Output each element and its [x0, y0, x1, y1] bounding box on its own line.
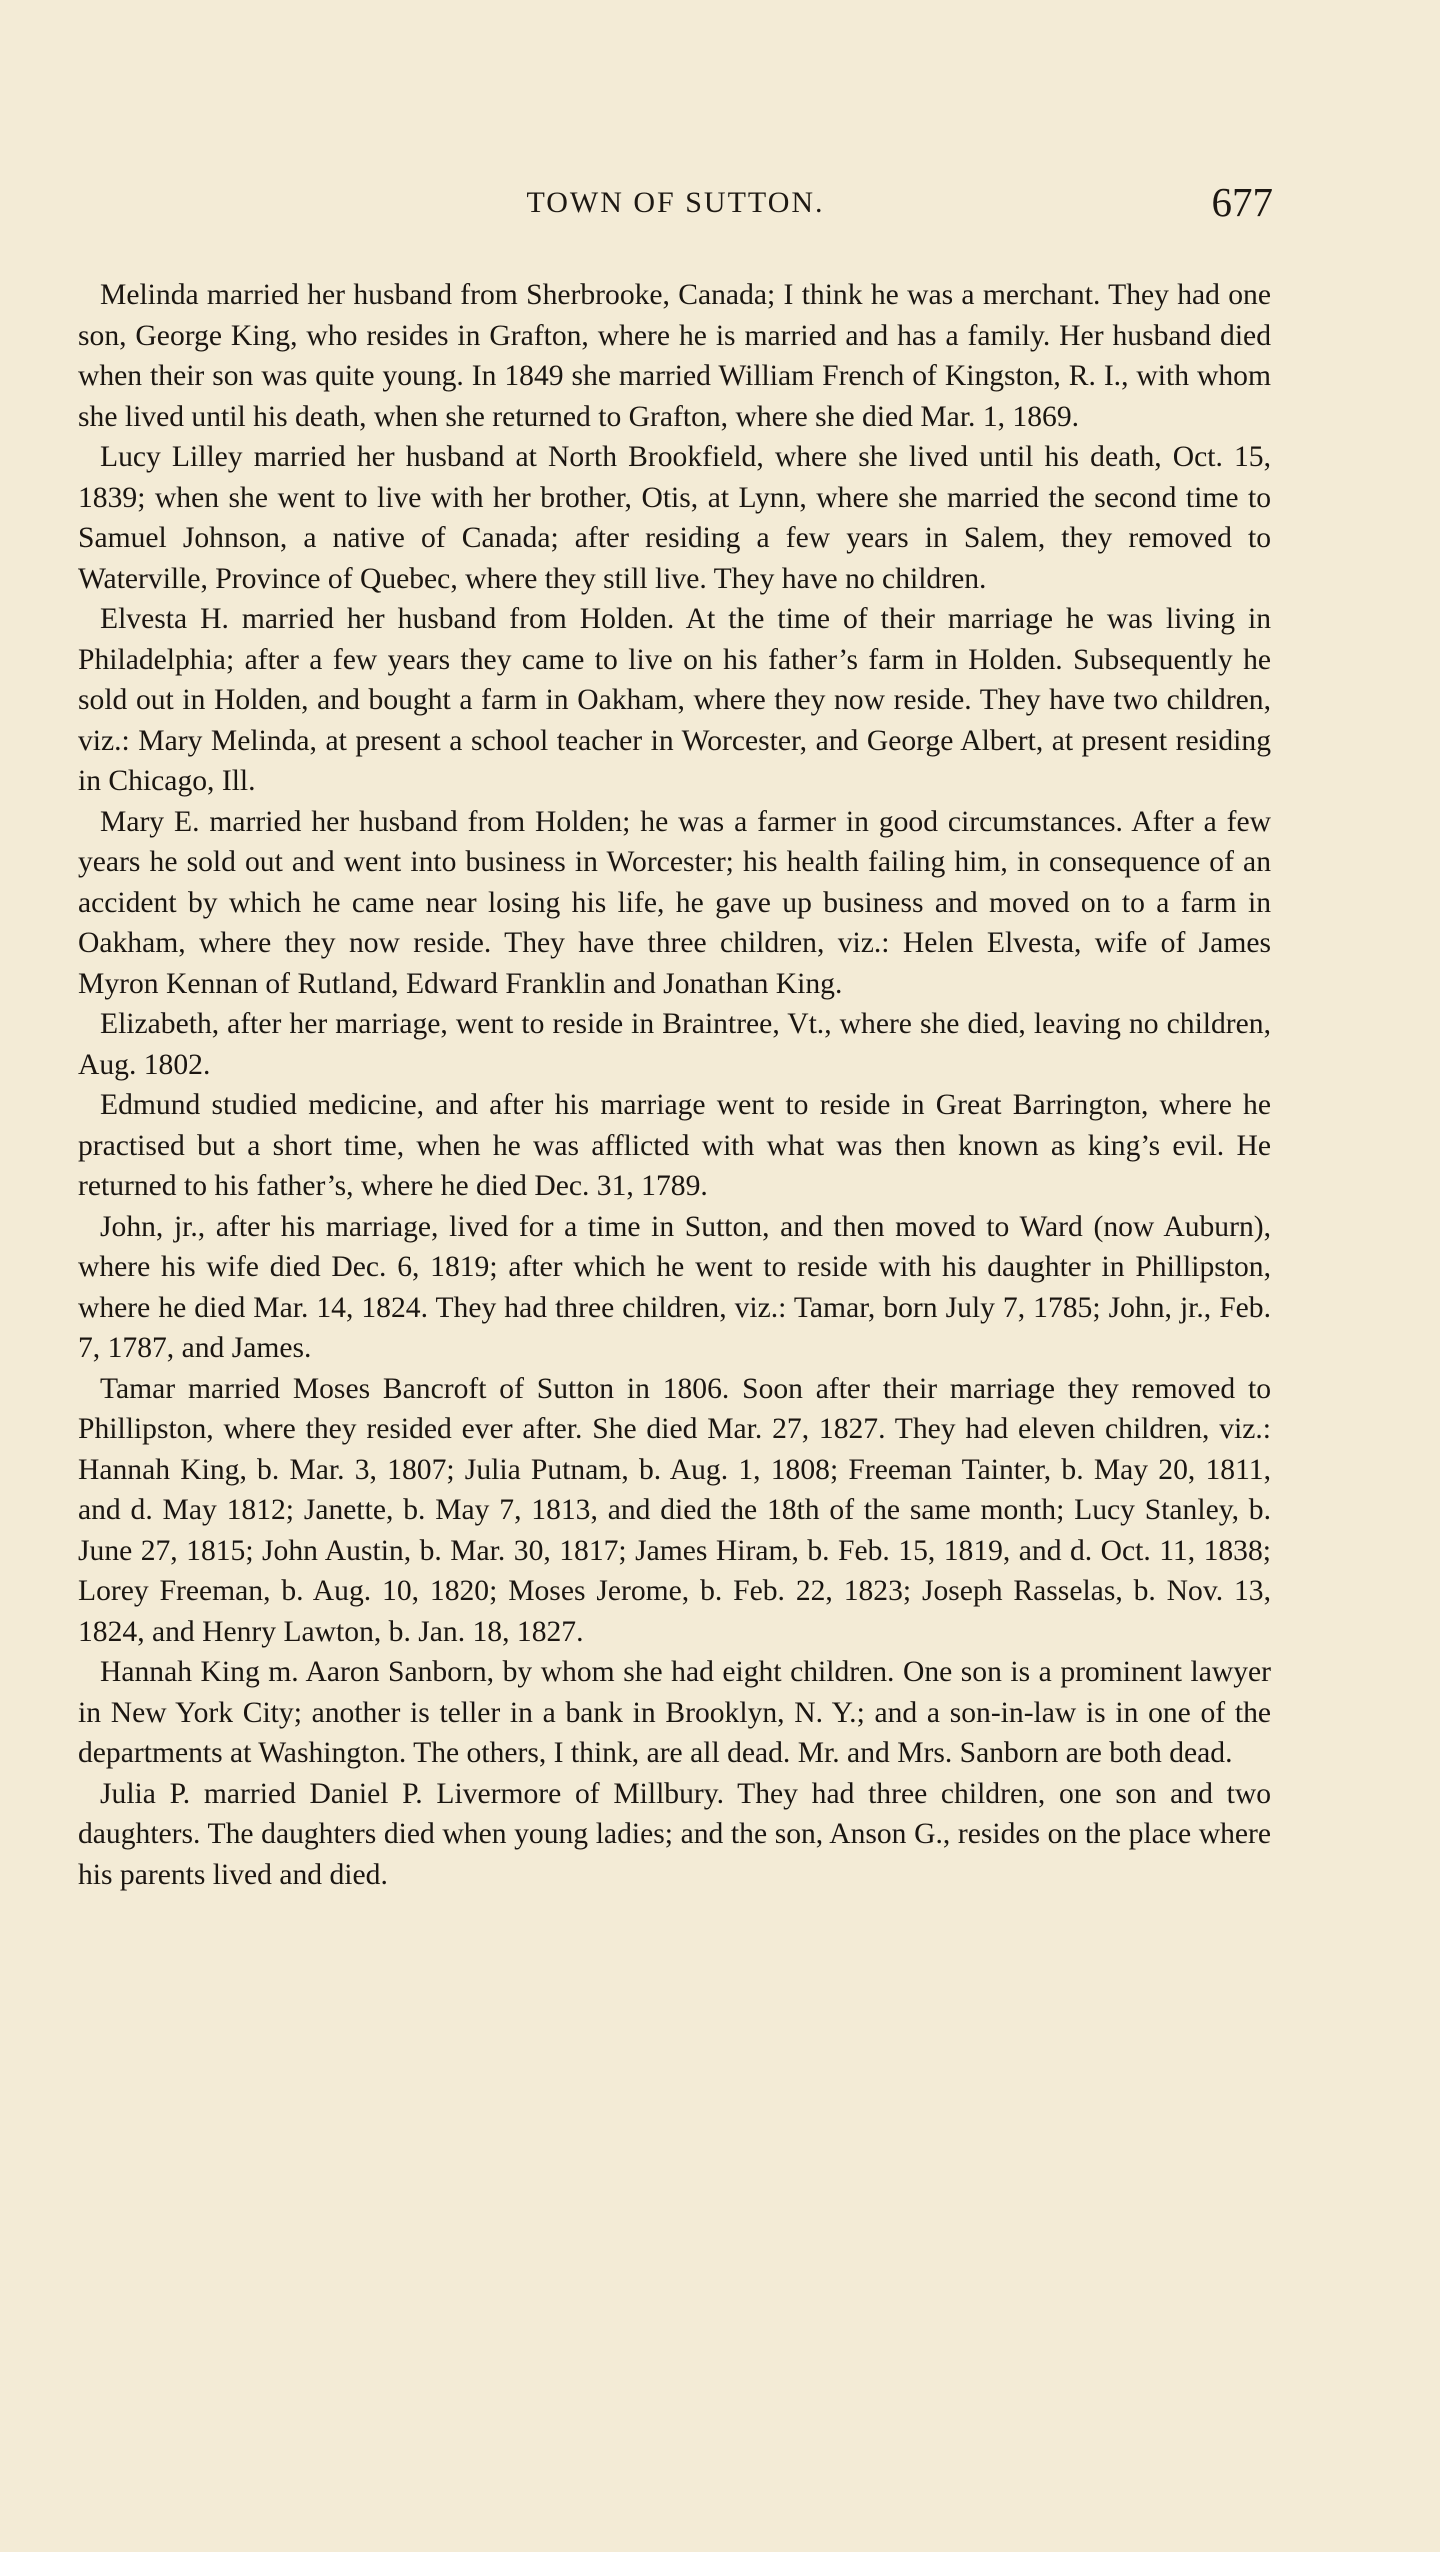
paragraph-lucy-lilley: Lucy Lilley married her husband at North Brookfield, where she lived until his death, Oct. 15, 1839; when she went to live with her brother, Otis, at Lynn, where she married the second time to Samuel Johnson, a native of Canada; after residing a few years in Salem, they removed to Waterville, Province of Quebec, where they still live. They have no children.	[78, 441, 1271, 595]
page-number: 677	[1211, 179, 1273, 225]
paragraph-john-jr: John, jr., after his marriage, lived for a time in Sutton, and then moved to Ward (now Auburn), where his wife died Dec. 6, 1819; after which he went to reside with his daughter in Phillipston, where he died Mar. 14, 1824. They had three children, viz.: Tamar, born July 7, 1785; John, jr., Feb. 7, 1787, and James.	[78, 1210, 1271, 1364]
paragraph-edmund: Edmund studied medicine, and after his marriage went to reside in Great Barrington, where he practised but a short time, when he was afflicted with what was then known as king’s evil. He returned to his father’s, where he died Dec. 31, 1789.	[78, 1089, 1271, 1202]
paragraph-elizabeth: Elizabeth, after her marriage, went to reside in Braintree, Vt., where she died, leaving no children, Aug. 1802.	[78, 1008, 1271, 1081]
paragraph-mary-e: Mary E. married her husband from Holden; he was a farmer in good circumstances. After a few years he sold out and went into business in Worcester; his health failing him, in consequence of an accident by which he came near losing his life, he gave up business and moved on to a farm in Oakham, where they now reside. They have three children, viz.: Helen Elvesta, wife of James Myron Kennan of Rutland, Edward Franklin and Jonathan King.	[78, 805, 1271, 1000]
paragraph-julia-p: Julia P. married Daniel P. Livermore of Millbury. They had three children, one son and two daughters. The daughters died when young ladies; and the son, Anson G., resides on the place where his parents lived and died.	[78, 1777, 1271, 1891]
paragraph-tamar: Tamar married Moses Bancroft of Sutton in 1806. Soon after their marriage they removed to Phillipston, where they resided ever after. She died Mar. 27, 1827. They had eleven children, viz.: Hannah King, b. Mar. 3, 1807; Julia Putnam, b. Aug. 1, 1808; Freeman Tainter, b. May 20, 1811, and d. May 1812; Janette, b. May 7, 1813, and died the 18th of the same month; Lucy Stanley, b. June 27, 1815; John Austin, b. Mar. 30, 1817; James Hiram, b. Feb. 15, 1819, and d. Oct. 11, 1838; Lorey Freeman, b. Aug. 10, 1820; Moses Jerome, b. Feb. 22, 1823; Joseph Rasselas, b. Nov. 13, 1824, and Henry Lawton, b. Jan. 18, 1827.	[78, 1372, 1271, 1648]
paragraph-elvesta: Elvesta H. married her husband from Holden. At the time of their marriage he was living in Philadelphia; after a few years they came to live on his father’s farm in Holden. Subsequently he sold out in Holden, and bought a farm in Oakham, where they now reside. They have two children, viz.: Mary Melinda, at present a school teacher in Worcester, and George Albert, at present residing in Chicago, Ill.	[78, 603, 1271, 797]
paragraph-hannah-king: Hannah King m. Aaron Sanborn, by whom she had eight children. One son is a prominent lawyer in New York City; another is teller in a bank in Brooklyn, N. Y.; and a son-in-law is in one of the departments at Washington. The others, I think, are all dead. Mr. and Mrs. Sanborn are both dead.	[78, 1656, 1271, 1769]
running-title: TOWN OF SUTTON.	[526, 186, 825, 219]
body-text	[78, 275, 1271, 1895]
paragraph-melinda: Melinda married her husband from Sherbrooke, Canada; I think he was a merchant. They had one son, George King, who resides in Grafton, where he is married and has a family. Her husband died when their son was quite young. In 1849 she married William French of Kingston, R. I., with whom she lived until his death, when she returned to Grafton, where she died Mar. 1, 1869.	[78, 279, 1271, 433]
page-header	[78, 178, 1273, 238]
